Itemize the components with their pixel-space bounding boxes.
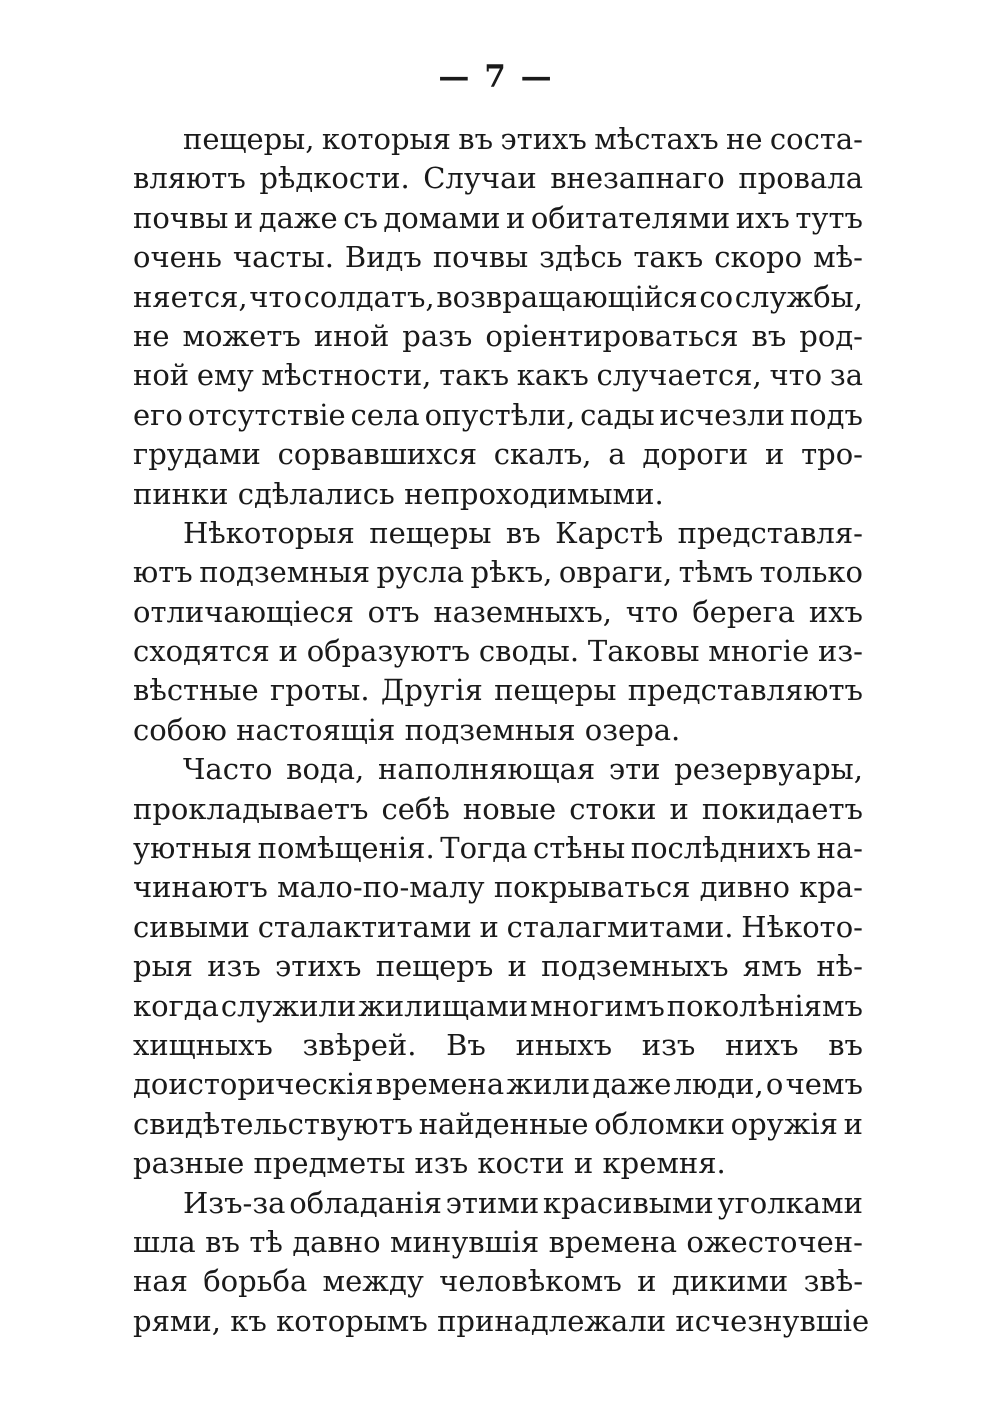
word: обладанія: [289, 1185, 442, 1220]
word: пещеры: [369, 515, 492, 550]
word: представля-: [677, 515, 863, 550]
word: обитателями: [530, 200, 731, 235]
word: звѣрей.: [302, 1027, 417, 1062]
word: Другія: [380, 673, 483, 708]
word: и: [278, 634, 298, 669]
word: къ: [230, 1303, 267, 1338]
word: въ: [751, 318, 787, 353]
word: въ: [458, 122, 494, 156]
text-line: [133, 317, 863, 356]
word: доисторическія: [133, 1067, 374, 1102]
word: что: [769, 358, 823, 393]
paragraph: [133, 514, 863, 750]
word: чинаютъ: [133, 870, 268, 905]
word: кра-: [799, 870, 863, 905]
word: Нѣкоторыя: [183, 515, 355, 550]
word: сивыми: [133, 909, 250, 944]
text-line: [133, 435, 863, 474]
word: такъ: [439, 358, 510, 393]
paragraph: [133, 1184, 870, 1342]
word: поколѣніямъ: [666, 988, 863, 1023]
word: тѣ: [249, 1224, 283, 1259]
word: пещеры: [494, 673, 617, 708]
word: изъ: [641, 1027, 696, 1062]
word: въ: [505, 515, 541, 550]
word: человѣкомъ: [439, 1264, 622, 1299]
word: сталагмитами.: [506, 909, 734, 944]
word: и: [505, 200, 526, 235]
word: Изъ-за: [183, 1185, 286, 1220]
text-line: [133, 199, 863, 238]
word: разные: [133, 1146, 245, 1181]
word: вѣстные: [133, 673, 259, 708]
word: ная: [133, 1264, 188, 1299]
word: которымъ: [276, 1303, 428, 1338]
word: мѣ-: [813, 240, 863, 275]
word: этихъ: [275, 949, 362, 984]
word: Нѣкото-: [741, 909, 863, 944]
text-line: [133, 947, 863, 986]
word: и: [669, 791, 689, 826]
text-line: [133, 475, 863, 514]
text-line: [133, 1262, 863, 1301]
word: ожесточен-: [686, 1224, 863, 1259]
word: помѣщенія.: [257, 831, 435, 866]
word: Часто: [183, 752, 273, 787]
word: принадлежали: [437, 1303, 667, 1338]
word: почвы: [432, 240, 529, 275]
word: его: [133, 397, 183, 432]
word: и: [233, 200, 254, 235]
word: озера.: [584, 712, 681, 747]
word: Видъ: [344, 240, 422, 275]
word: и: [507, 949, 527, 984]
word: сталактитами: [257, 909, 472, 944]
word: не: [133, 318, 170, 353]
text-line: [133, 356, 863, 395]
text-line: [133, 908, 863, 947]
word: домами: [383, 200, 501, 235]
word: что: [249, 279, 302, 314]
word: обломки: [594, 1106, 726, 1141]
word: иной: [313, 318, 390, 353]
word: изъ: [207, 949, 261, 984]
word: прокладываетъ: [133, 791, 369, 826]
word: гроты.: [269, 673, 370, 708]
word: опустѣли,: [424, 397, 576, 432]
word: отличающіеся: [133, 594, 354, 629]
word: покрываться: [493, 870, 691, 905]
text-line: [133, 1065, 863, 1104]
text-line: [133, 593, 863, 632]
word: из-: [818, 634, 863, 669]
word: скоро: [714, 240, 803, 275]
word: оружія: [730, 1106, 838, 1141]
word: изъ: [414, 1146, 469, 1181]
word: давно: [292, 1224, 381, 1259]
word: этими: [445, 1185, 540, 1220]
word: служили: [220, 988, 357, 1023]
word: мѣстности,: [261, 358, 432, 393]
word: кремня.: [602, 1146, 726, 1181]
word: сдѣлались: [237, 476, 395, 511]
word: а: [608, 437, 626, 472]
word: минувшія: [390, 1224, 540, 1259]
word: жилищами: [358, 988, 529, 1023]
word: звѣ-: [803, 1264, 863, 1299]
word: какъ: [516, 358, 589, 393]
word: себѣ: [381, 791, 450, 826]
word: многимъ: [530, 988, 665, 1023]
word: времена: [548, 1224, 677, 1259]
word: борьба: [203, 1264, 308, 1299]
word: образуютъ: [306, 634, 471, 669]
word: берега: [692, 594, 796, 629]
word: дороги: [642, 437, 749, 472]
word: подъ: [789, 397, 863, 432]
word: и: [843, 1106, 863, 1141]
text-line: [133, 238, 863, 277]
text-line: [133, 1302, 870, 1341]
word: исчезнувшіе: [675, 1303, 870, 1338]
word: можетъ: [182, 318, 301, 353]
word: рыя: [133, 949, 193, 984]
word: сады: [580, 397, 655, 432]
word: ютъ: [133, 555, 193, 590]
text-line: [133, 987, 863, 1026]
word: за: [829, 358, 863, 393]
word: найденные: [418, 1106, 589, 1141]
word: рѣдкости.: [259, 161, 410, 196]
word: шла: [133, 1224, 196, 1259]
word: Таковы: [587, 634, 700, 669]
word: здѣсь: [539, 240, 623, 275]
word: представляютъ: [627, 673, 863, 708]
book-page: [133, 52, 870, 1341]
word: отсутствіе: [187, 397, 346, 432]
word: часты.: [232, 240, 334, 275]
word: наполняющая: [377, 752, 596, 787]
text-line: [133, 1026, 863, 1065]
word: нихъ: [725, 1027, 799, 1062]
word: подземныя: [199, 555, 371, 590]
text-line: [133, 750, 863, 789]
text-line: [133, 711, 863, 750]
word: нѣ-: [816, 949, 863, 984]
word: даже: [258, 200, 338, 235]
word: между: [322, 1264, 424, 1299]
word: собою: [133, 712, 227, 747]
word: внезапнаго: [550, 161, 725, 196]
word: села: [350, 397, 420, 432]
word: пещеръ: [375, 949, 494, 984]
text-line: [133, 396, 863, 435]
word: грудами: [133, 437, 261, 472]
word: только: [759, 555, 863, 590]
text-line: [133, 1223, 863, 1262]
word: непроходимыми.: [404, 476, 664, 511]
word: настоящія: [236, 712, 396, 747]
word: дивно: [699, 870, 790, 905]
word: случается,: [596, 358, 762, 393]
word: красивыми: [542, 1185, 714, 1220]
paragraph: [133, 750, 863, 1183]
word: въ: [205, 1224, 240, 1259]
word: подземныя: [404, 712, 576, 747]
word: и: [765, 437, 785, 472]
text-line: [133, 790, 863, 829]
word: ной: [133, 358, 190, 393]
word: скалъ,: [493, 437, 592, 472]
word: о: [765, 1067, 784, 1102]
word: покидаетъ: [701, 791, 863, 826]
word: тутъ: [795, 200, 863, 235]
word: ему: [196, 358, 254, 393]
word: такъ: [633, 240, 704, 275]
word: Случаи: [423, 161, 537, 196]
word: оріентироваться: [485, 318, 739, 353]
word: что: [625, 594, 679, 629]
text-line: [133, 1184, 863, 1223]
word: эти: [608, 752, 661, 787]
word: иныхъ: [515, 1027, 613, 1062]
word: солдатъ,: [303, 279, 435, 314]
word: ихъ: [735, 200, 790, 235]
word: вода,: [286, 752, 365, 787]
word: ямъ: [742, 949, 803, 984]
word: рѣкъ,: [470, 555, 553, 590]
word: своды.: [478, 634, 580, 669]
word: род-: [799, 318, 863, 353]
word: предметы: [253, 1146, 406, 1181]
word: очень: [133, 240, 222, 275]
text-line: [133, 868, 863, 907]
word: новые: [462, 791, 557, 826]
text-line: [133, 1144, 863, 1183]
word: которыя: [321, 122, 451, 156]
word: провала: [738, 161, 863, 196]
word: русла: [376, 555, 465, 590]
word: няется,: [133, 279, 248, 314]
word: уютныя: [133, 831, 253, 866]
body-text: [133, 120, 870, 1341]
text-line: [133, 278, 863, 317]
text-line: [133, 553, 863, 592]
word: почвы: [133, 200, 229, 235]
word: соста-: [769, 122, 863, 156]
paragraph: [133, 120, 863, 514]
word: со: [699, 279, 734, 314]
word: и: [637, 1264, 657, 1299]
word: наземныхъ,: [433, 594, 612, 629]
word: мало-по-малу: [277, 870, 485, 905]
word: когда: [133, 988, 219, 1023]
word: мѣстахъ: [594, 122, 719, 156]
word: послѣднихъ: [630, 831, 811, 866]
word: тро-: [801, 437, 863, 472]
word: и: [479, 909, 499, 944]
text-line: [133, 514, 863, 553]
text-line: [133, 159, 863, 198]
word: люди,: [673, 1067, 764, 1102]
word: этихъ: [500, 122, 587, 156]
word: уголками: [717, 1185, 863, 1220]
word: въ: [828, 1027, 863, 1062]
word: Въ: [446, 1027, 486, 1062]
word: стоки: [569, 791, 657, 826]
word: даже: [592, 1067, 672, 1102]
word: возвращающійся: [436, 279, 698, 314]
word: жили: [506, 1067, 591, 1102]
text-line: [133, 671, 863, 710]
word: вляютъ: [133, 161, 246, 196]
word: чемъ: [785, 1067, 863, 1102]
word: не: [726, 122, 763, 156]
word: рями,: [133, 1303, 221, 1338]
word: пещеры,: [183, 122, 315, 156]
page-number: — 7 —: [438, 59, 554, 95]
word: и: [573, 1146, 594, 1181]
word: многіе: [708, 634, 810, 669]
word: ихъ: [808, 594, 863, 629]
text-line: [133, 829, 863, 868]
word: сходятся: [133, 634, 270, 669]
word: овраги,: [558, 555, 673, 590]
word: разъ: [402, 318, 473, 353]
word: тѣмъ: [678, 555, 754, 590]
word: пинки: [133, 476, 229, 511]
word: съ: [343, 200, 378, 235]
word: хищныхъ: [133, 1027, 273, 1062]
word: стѣны: [532, 831, 626, 866]
word: Тогда: [440, 831, 528, 866]
word: дикими: [671, 1264, 789, 1299]
word: подземныхъ: [541, 949, 729, 984]
word: времена: [375, 1067, 505, 1102]
word: кости: [477, 1146, 565, 1181]
word: на-: [816, 831, 863, 866]
word: отъ: [367, 594, 420, 629]
word: Карстѣ: [555, 515, 664, 550]
word: резервуары,: [674, 752, 863, 787]
word: исчезли: [659, 397, 785, 432]
word: сорвавшихся: [277, 437, 478, 472]
text-line: [133, 632, 863, 671]
word: службы,: [734, 279, 863, 314]
word: свидѣтельствуютъ: [133, 1106, 414, 1141]
text-line: [133, 120, 863, 159]
text-line: [133, 1105, 863, 1144]
